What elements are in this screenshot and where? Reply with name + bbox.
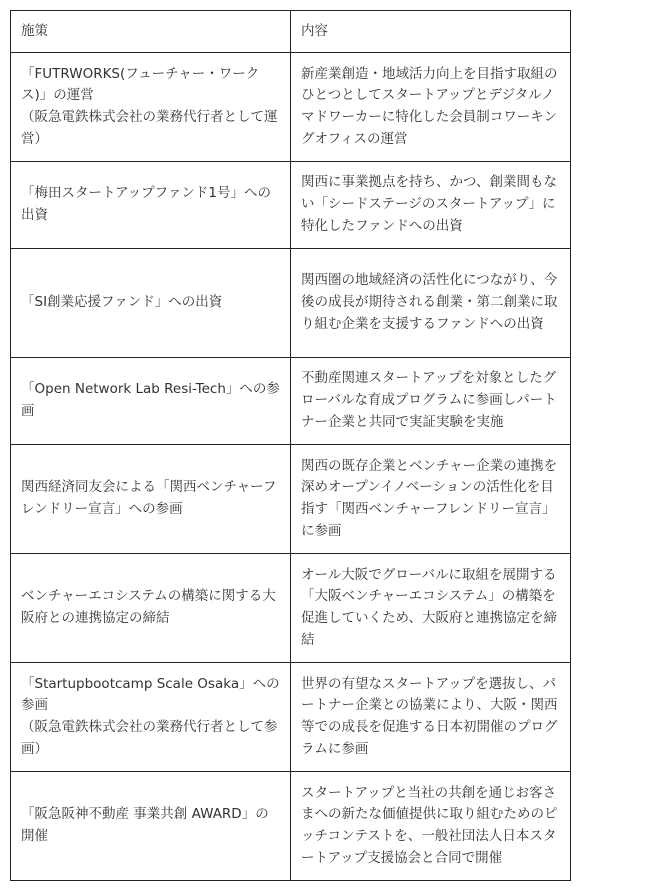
table-row <box>11 772 571 881</box>
measure-cell: 「阪急阪神不動産 事業共創 AWARD」の開催 <box>11 772 291 881</box>
content-cell: 関西の既存企業とベンチャー企業の連携を深めオープンイノベーションの活性化を目指す「関西ベンチャーフレンドリー宣言」に参画 <box>291 445 571 554</box>
measure-cell: 「Startupbootcamp Scale Osaka」への参画 （阪急電鉄株式会社の業務代行者として参画） <box>11 663 291 772</box>
measure-cell: 「FUTRWORKS(フューチャー・ワークス)」の運営 （阪急電鉄株式会社の業務代行者として運営） <box>11 53 291 162</box>
header-content: 内容 <box>291 11 571 53</box>
table-row <box>11 358 571 445</box>
table-row <box>11 445 571 554</box>
table-row <box>11 53 571 162</box>
content-cell: 関西圏の地域経済の活性化につながり、今後の成長が期待される創業・第二創業に取り組む企業を支援するファンドへの出資 <box>291 249 571 358</box>
measure-cell: 「Open Network Lab Resi-Tech」への参画 <box>11 358 291 445</box>
content-cell: 不動産関連スタートアップを対象としたグローバルな育成プログラムに参画しパートナー企業と共同で実証実験を実施 <box>291 358 571 445</box>
content-cell: 関西に事業拠点を持ち、かつ、創業間もない「シードステージのスタートアップ」に特化したファンドへの出資 <box>291 162 571 249</box>
table-row <box>11 249 571 358</box>
measure-cell: ベンチャーエコシステムの構築に関する大阪府との連携協定の締結 <box>11 554 291 663</box>
content-cell: オール大阪でグローバルに取組を展開する「大阪ベンチャーエコシステム」の構築を促進していくため、大阪府と連携協定を締結 <box>291 554 571 663</box>
content-cell: 新産業創造・地域活力向上を目指す取組のひとつとしてスタートアップとデジタルノマドワーカーに特化した会員制コワーキングオフィスの運営 <box>291 53 571 162</box>
header-measure: 施策 <box>11 11 291 53</box>
table-row <box>11 162 571 249</box>
measure-cell: 「梅田スタートアップファンド1号」への出資 <box>11 162 291 249</box>
measures-table <box>10 10 571 881</box>
content-cell: 世界の有望なスタートアップを選抜し、パートナー企業との協業により、大阪・関西等での成長を促進する日本初開催のプログラムに参画 <box>291 663 571 772</box>
table-row <box>11 663 571 772</box>
measure-cell: 「SI創業応援ファンド」への出資 <box>11 249 291 358</box>
table-header-row <box>11 11 571 53</box>
table-row <box>11 554 571 663</box>
measure-cell: 関西経済同友会による「関西ベンチャーフレンドリー宣言」への参画 <box>11 445 291 554</box>
content-cell: スタートアップと当社の共創を通じお客さまへの新たな価値提供に取り組むためのピッチコンテストを、一般社団法人日本スタートアップ支援協会と合同で開催 <box>291 772 571 881</box>
